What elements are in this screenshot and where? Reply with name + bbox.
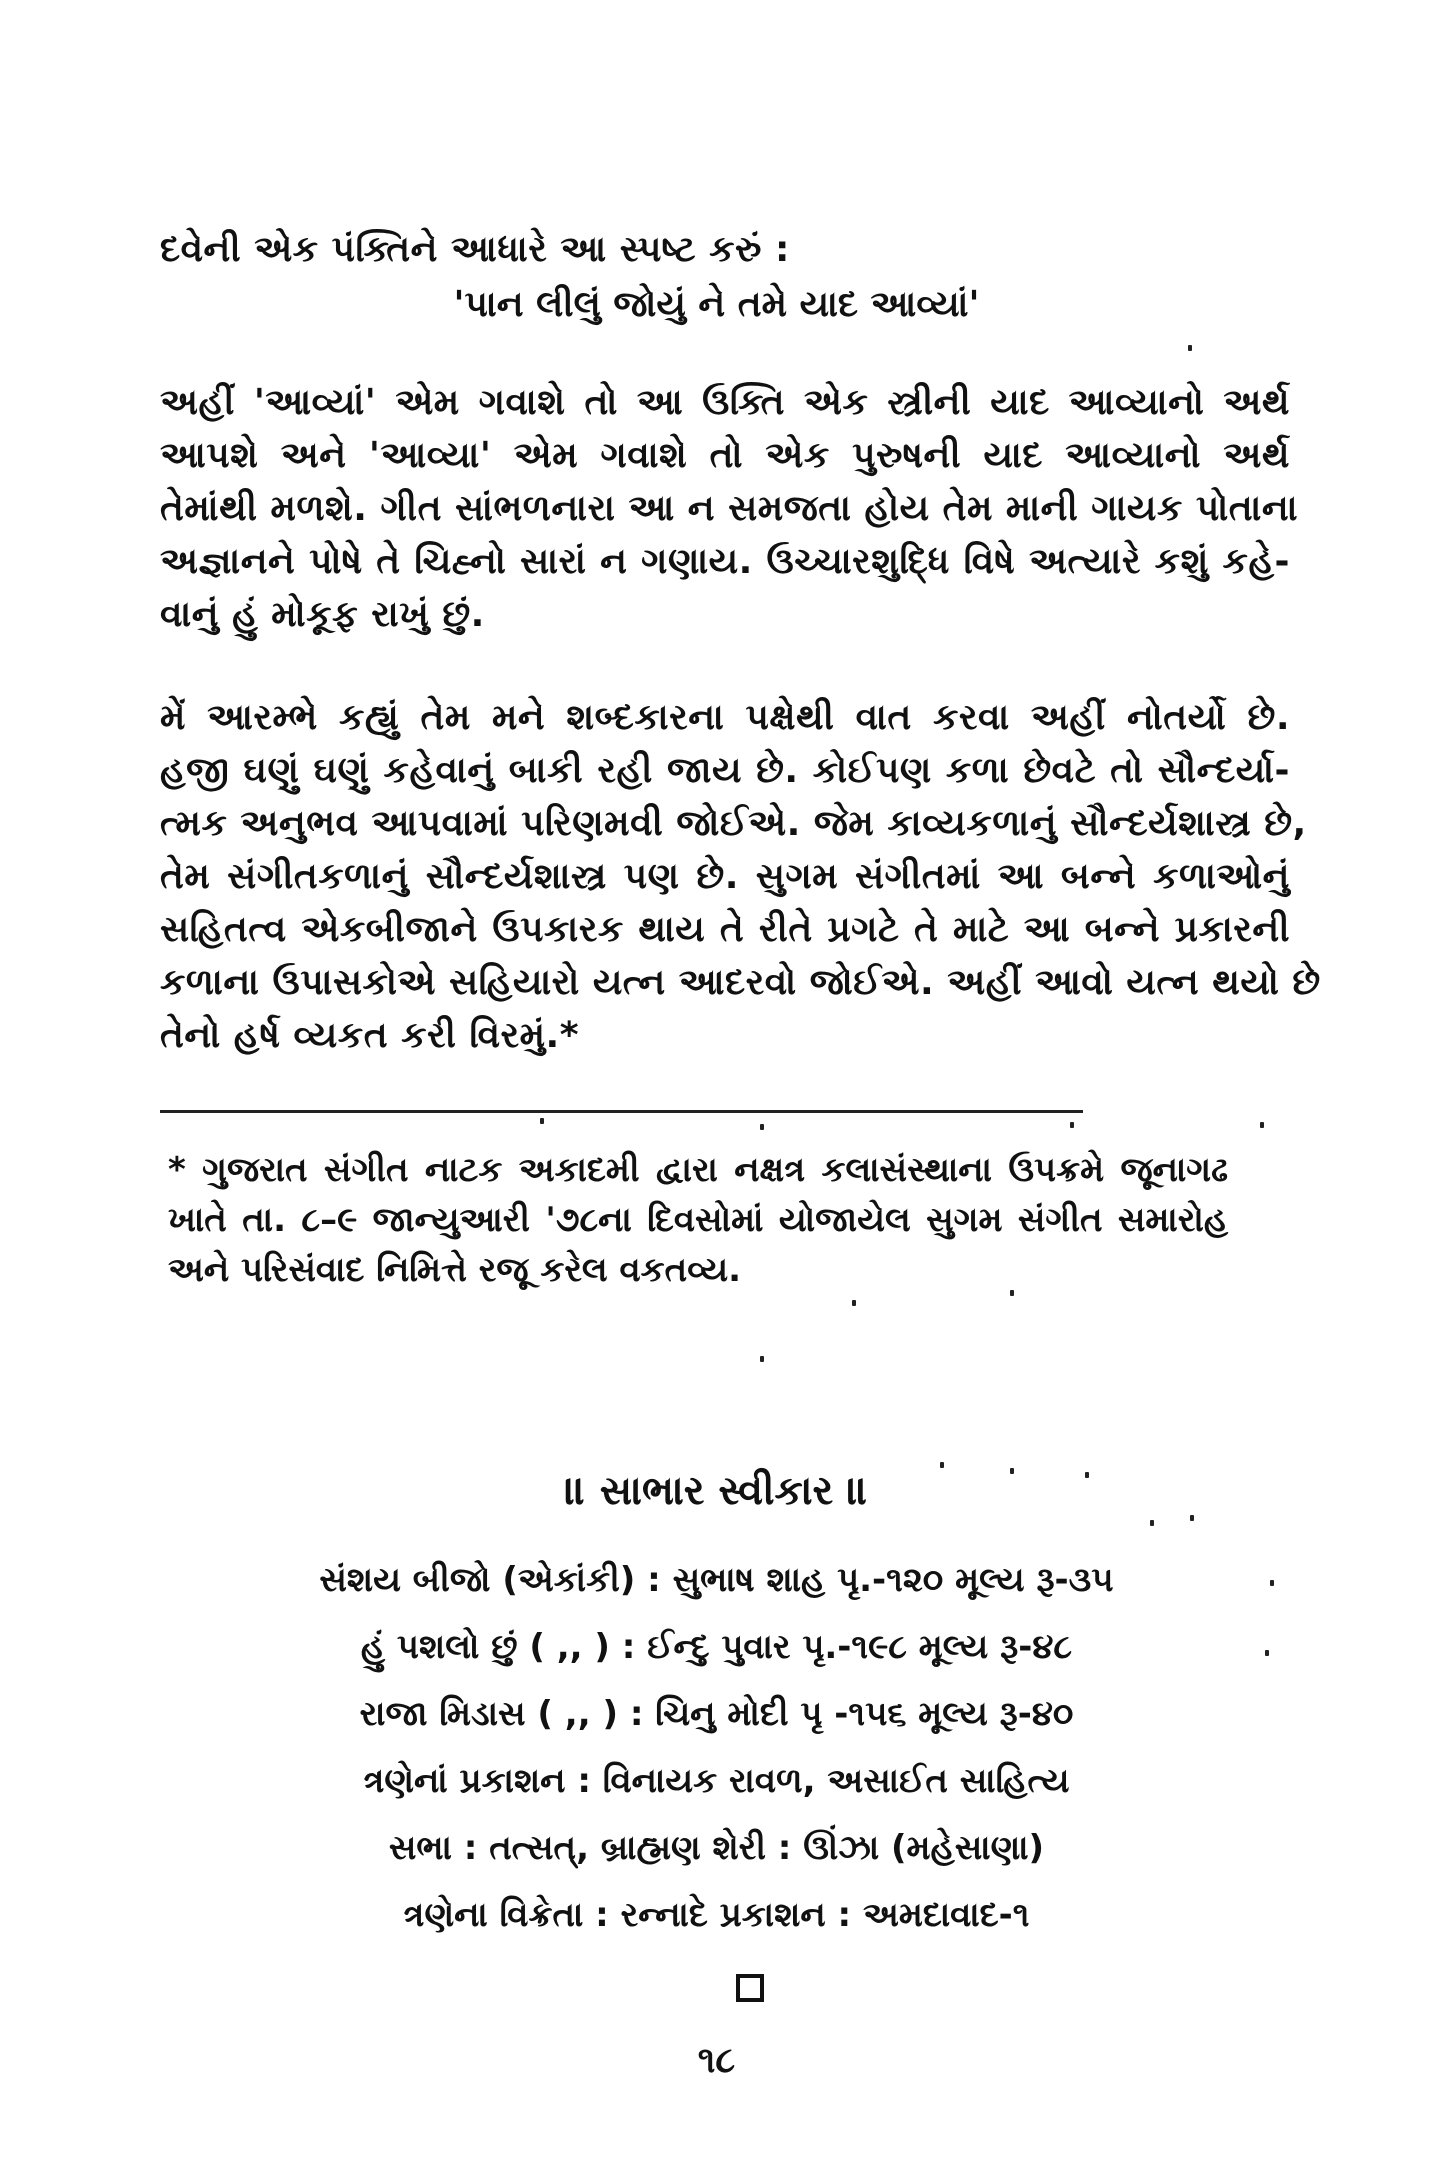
acknowledgement-item: ત્રણેના વિક્રેતા : રન્નાદે પ્રકાશન : અમદાવાદ-૧ bbox=[403, 1895, 1030, 1935]
acknowledgement-item: હું પશલો છું ( ,, ) : ઈન્દુ પુવાર પૃ.-૧૯૮ મૂલ્ય રૂ-૪૮ bbox=[360, 1627, 1073, 1667]
scan-speck bbox=[760, 1124, 764, 1130]
scan-speck bbox=[1010, 1290, 1014, 1296]
scan-speck bbox=[1188, 345, 1192, 351]
paragraph-line: કળાના ઉપાસકોએ સહિયારો યત્ન આદરવો જોઈએ. અહીં આવો યત્ન થયો છે bbox=[160, 962, 1321, 1003]
acknowledgement-item: સંશય બીજો (એકાંકી) : સુભાષ શાહ પૃ.-૧૨૦ મૂલ્ય રૂ-૩૫ bbox=[319, 1560, 1114, 1600]
paragraph-line: તેનો હર્ષ વ્યકત કરી વિરમું.* bbox=[160, 1015, 580, 1056]
scan-speck bbox=[760, 1356, 764, 1362]
footnote-divider bbox=[160, 1110, 1083, 1113]
scan-speck bbox=[940, 1462, 944, 1468]
end-mark-box bbox=[736, 1974, 764, 2002]
acknowledgement-item: રાજા મિડાસ ( ,, ) : ચિનુ મોદી પૃ -૧૫૬ મૂલ્ય રૂ-૪૦ bbox=[359, 1694, 1074, 1734]
scan-speck bbox=[1190, 1515, 1194, 1521]
paragraph-line: અજ્ઞાનને પોષે તે ચિહ્નો સારાં ન ગણાય. ઉચ્ચારશુદ્ધિ વિષે અત્યારે કશું કહે- bbox=[160, 541, 1290, 582]
quoted-verse: 'પાન લીલું જોયું ને તમે યાદ આવ્યાં' bbox=[453, 284, 980, 325]
paragraph-line: તેમાંથી મળશે. ગીત સાંભળનારા આ ન સમજતા હોય તેમ માની ગાયક પોતાના bbox=[160, 488, 1299, 529]
paragraph-line: અહીં 'આવ્યાં' એમ ગવાશે તો આ ઉક્તિ એક સ્ત્રીની યાદ આવ્યાનો અર્થ bbox=[160, 382, 1290, 423]
acknowledgement-item: ત્રણેનાં પ્રકાશન : વિનાયક રાવળ, અસાઈત સાહિત્ય bbox=[363, 1761, 1070, 1801]
scan-speck bbox=[1150, 1520, 1154, 1526]
scan-speck bbox=[1265, 1650, 1269, 1656]
paragraph-line: આપશે અને 'આવ્યા' એમ ગવાશે તો એક પુરુષની યાદ આવ્યાનો અર્થ bbox=[160, 435, 1290, 476]
paragraph-line: ત્મક અનુભવ આપવામાં પરિણમવી જોઈએ. જેમ કાવ્યકળાનું સૌન્દર્યશાસ્ત્ર છે, bbox=[160, 803, 1307, 844]
footnote-line: અને પરિસંવાદ નિમિત્તે રજૂ કરેલ વકતવ્ય. bbox=[168, 1250, 742, 1290]
paragraph-line: વાનું હું મોકૂફ રાખું છું. bbox=[160, 594, 485, 635]
scan-speck bbox=[852, 1300, 856, 1306]
scan-speck bbox=[1260, 1122, 1264, 1128]
scan-speck bbox=[1085, 1472, 1089, 1478]
footnote-line: ખાતે તા. ૮–૯ જાન્યુઆરી '૭૮ના દિવસોમાં યોજાયેલ સુગમ સંગીત સમારોહ bbox=[168, 1200, 1228, 1240]
scan-speck bbox=[540, 1118, 544, 1124]
paragraph-line: સહિતત્વ એકબીજાને ઉપકારક થાય તે રીતે પ્રગટે તે માટે આ બન્ને પ્રકારની bbox=[160, 909, 1290, 950]
paragraph-line: તેમ સંગીતકળાનું સૌન્દર્યશાસ્ત્ર પણ છે. સુગમ સંગીતમાં આ બન્ને કળાઓનું bbox=[160, 856, 1290, 897]
footnote-line: * ગુજરાત સંગીત નાટક અકાદમી દ્વારા નક્ષત્ર કલાસંસ્થાના ઉપક્રમે જૂનાગઢ bbox=[168, 1150, 1228, 1190]
scan-speck bbox=[1070, 1122, 1074, 1128]
acknowledgement-heading: ॥ સાભાર સ્વીકાર ॥ bbox=[564, 1468, 869, 1514]
acknowledgement-item: સભા : તત્સત્, બ્રાહ્મણ શેરી : ઊંઝા (મહેસાણા) bbox=[388, 1828, 1045, 1868]
scan-speck bbox=[1270, 1580, 1274, 1586]
scan-speck bbox=[1010, 1468, 1014, 1474]
paragraph-line: હજી ઘણું ઘણું કહેવાનું બાકી રહી જાય છે. કોઈપણ કળા છેવટે તો સૌન્દર્યા- bbox=[160, 750, 1290, 791]
paragraph-line: દવેની એક પંક્તિને આધારે આ સ્પષ્ટ કરું : bbox=[160, 229, 790, 270]
page-number: ૧૮ bbox=[697, 2040, 736, 2081]
paragraph-line: મેં આરમ્ભે કહ્યું તેમ મને શબ્દકારના પક્ષેથી વાત કરવા અહીં નોતર્યો છે. bbox=[160, 697, 1290, 738]
